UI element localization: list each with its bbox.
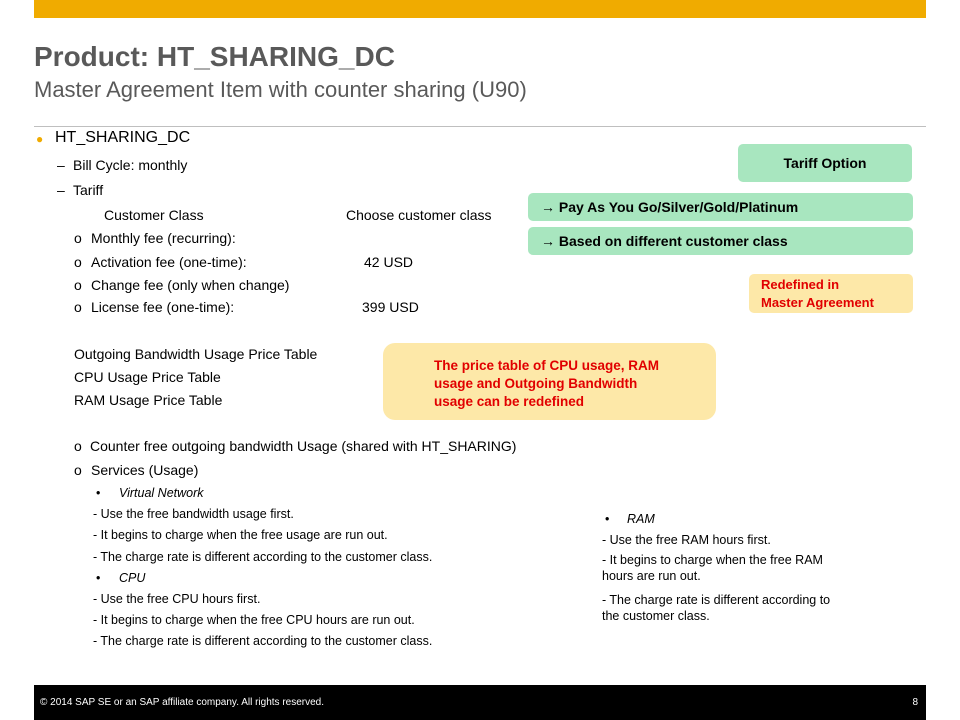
license-fee-label: License fee (one-time): [91, 299, 235, 315]
change-fee-text: Change fee (only when change) [91, 277, 290, 293]
top-accent-bar [34, 0, 926, 18]
cpu-table-text: CPU Usage Price Table [74, 369, 221, 385]
virtual-network-title: Virtual Network [119, 486, 204, 500]
copyright-text: © 2014 SAP SE or an SAP affiliate company. All rights reserved. [40, 697, 325, 708]
price-table-callout [383, 343, 716, 420]
ram-line-2a: - It begins to charge when the free RAM [602, 553, 823, 567]
bill-cycle-text: Bill Cycle: monthly [73, 157, 188, 173]
redefined-line-2: Master Agreement [761, 295, 874, 310]
customer-class-callout [528, 227, 913, 255]
cpu-line-3: - The charge rate is different according to the customer class. [93, 634, 433, 648]
redefined-callout [749, 274, 913, 313]
circle-bullet-icon: o [74, 438, 82, 454]
bullet-dot-icon: ● [36, 132, 44, 146]
title-divider [34, 126, 926, 127]
ram-title: RAM [627, 512, 655, 526]
ram-line-2b: hours are run out. [602, 569, 701, 583]
vn-line-3: - The charge rate is different according to the customer class. [93, 550, 433, 564]
ram-line-3b: the customer class. [602, 609, 710, 623]
dash-marker: – [57, 182, 65, 198]
page-number: 8 [912, 697, 918, 708]
main-bullet-text: HT_SHARING_DC [55, 129, 191, 146]
activation-fee-label: Activation fee (one-time): [91, 254, 247, 270]
small-bullet-icon: • [96, 486, 101, 500]
activation-fee-value: 42 USD [364, 254, 414, 270]
cpu-line-1: - Use the free CPU hours first. [93, 592, 261, 606]
redefined-line-1: Redefined in [761, 277, 840, 292]
circle-bullet-icon: o [74, 254, 82, 270]
ram-table-text: RAM Usage Price Table [74, 392, 223, 408]
vn-line-2: - It begins to charge when the free usage are run out. [93, 528, 388, 542]
counter-free-text: Counter free outgoing bandwidth Usage (shared with HT_SHARING) [90, 438, 517, 454]
circle-bullet-icon: o [74, 277, 82, 293]
price-table-line-2: usage and Outgoing Bandwidth [434, 376, 638, 391]
circle-bullet-icon: o [74, 230, 82, 246]
pay-as-you-go-text: → Pay As You Go/Silver/Gold/Platinum [541, 199, 799, 215]
small-bullet-icon: • [605, 512, 610, 526]
price-table-line-1: The price table of CPU usage, RAM [434, 358, 660, 373]
license-fee-value: 399 USD [362, 299, 419, 315]
outgoing-table-text: Outgoing Bandwidth Usage Price Table [74, 346, 318, 362]
cpu-title: CPU [119, 571, 146, 585]
monthly-fee-text: Monthly fee (recurring): [91, 230, 236, 246]
ram-line-3a: - The charge rate is different according to [602, 593, 831, 607]
page-title: Product: HT_SHARING_DC [34, 41, 395, 72]
small-bullet-icon: • [96, 571, 101, 585]
circle-bullet-icon: o [74, 299, 82, 315]
tariff-option-text: Tariff Option [783, 155, 867, 171]
tariff-option-callout [738, 144, 912, 182]
vn-line-1: - Use the free bandwidth usage first. [93, 507, 294, 521]
cpu-line-2: - It begins to charge when the free CPU hours are run out. [93, 613, 415, 627]
price-table-line-3: usage can be redefined [434, 394, 585, 409]
customer-class-value: Choose customer class [346, 207, 492, 223]
customer-class-callout-text: → Based on different customer class [541, 233, 788, 249]
dash-marker: – [57, 157, 65, 173]
circle-bullet-icon: o [74, 462, 82, 478]
customer-class-label: Customer Class [104, 207, 204, 223]
services-text: Services (Usage) [91, 462, 199, 478]
footer-bar [34, 685, 926, 720]
page-subtitle: Master Agreement Item with counter sharing (U90) [34, 77, 527, 102]
pay-as-you-go-callout [528, 193, 913, 221]
tariff-text: Tariff [73, 182, 104, 198]
ram-line-1: - Use the free RAM hours first. [602, 533, 771, 547]
